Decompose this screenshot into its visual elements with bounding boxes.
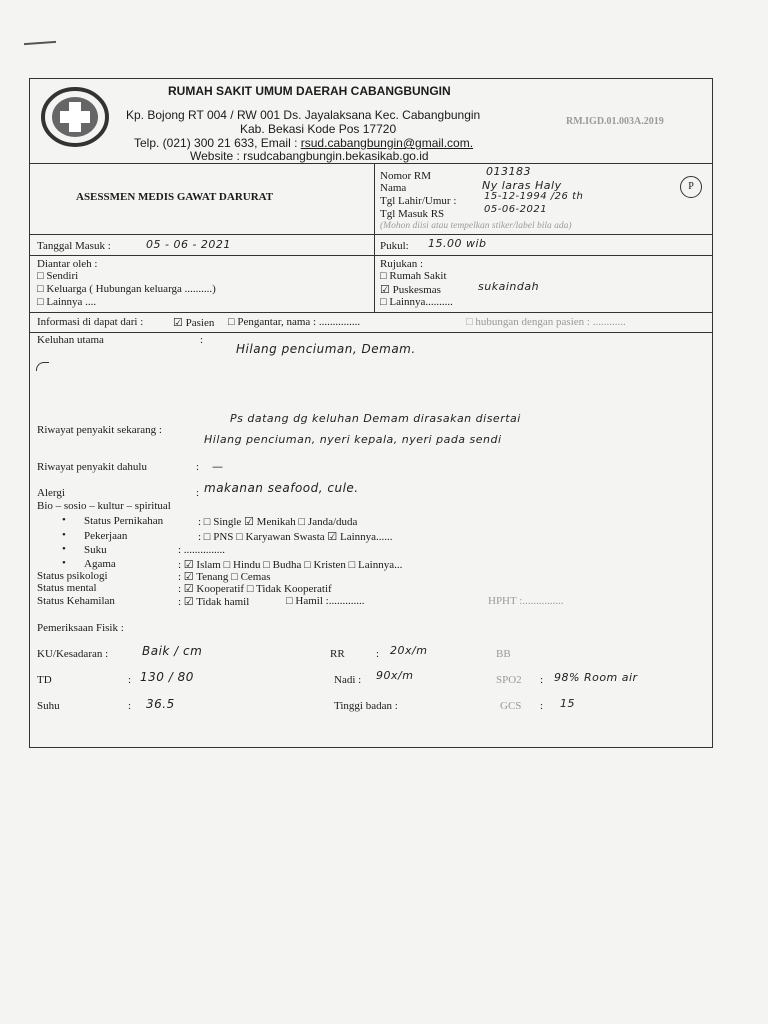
status-psikologi-label: Status psikologi xyxy=(37,570,108,582)
diantar-option[interactable]: □ Lainnya .... xyxy=(37,296,97,308)
bracket-mark xyxy=(36,362,49,371)
email-link[interactable]: rsud.cabangbungin@gmail.com. xyxy=(300,136,474,150)
nomor-rm-label: Nomor RM xyxy=(380,170,432,182)
form-title: ASESSMEN MEDIS GAWAT DARURAT xyxy=(76,191,274,203)
bb-label: BB xyxy=(496,648,511,660)
gcs-colon: : xyxy=(540,700,544,712)
riwayat-sekarang-line1: Ps datang dg keluhan Demam dirasakan disertai xyxy=(230,412,521,425)
td-label: TD xyxy=(37,674,52,686)
alergi-label: Alergi xyxy=(37,487,65,499)
informasi-pengantar[interactable]: □ Pengantar, nama : ............... xyxy=(228,316,361,328)
suku-value[interactable]: : ............... xyxy=(178,544,226,556)
pukul-label: Pukul: xyxy=(380,240,409,252)
puskesmas-value: sukaindah xyxy=(478,280,540,293)
riwayat-dahulu-colon: : xyxy=(196,461,200,473)
pekerjaan-options[interactable]: : □ PNS □ Karyawan Swasta ☑ Lainnya...... xyxy=(198,531,393,543)
rujukan-option[interactable]: □ Lainnya.......... xyxy=(380,296,453,308)
divider xyxy=(29,163,713,164)
nadi-label: Nadi : xyxy=(334,674,362,686)
alergi-value: makanan seafood, cule. xyxy=(204,481,359,495)
hospital-website: Website : rsudcabangbungin.bekasikab.go.id xyxy=(190,149,429,163)
nomor-rm-value: 013183 xyxy=(486,165,531,178)
divider xyxy=(374,163,375,313)
status-mental-options[interactable]: : ☑ Kooperatif □ Tidak Kooperatif xyxy=(178,583,332,595)
divider xyxy=(29,332,713,333)
tinggi-label: Tinggi badan : xyxy=(334,700,398,712)
ku-label: KU/Kesadaran : xyxy=(37,648,109,660)
informasi-hubungan[interactable]: □ hubungan dengan pasien : ............ xyxy=(466,316,626,328)
page-mark-circle xyxy=(680,176,702,198)
td-colon: : xyxy=(128,674,132,686)
rujukan-option[interactable]: ☑ Puskesmas xyxy=(380,284,441,296)
spo2-value: 98% Room air xyxy=(554,671,638,684)
suhu-colon: : xyxy=(128,700,132,712)
bullet: • xyxy=(62,557,66,569)
suhu-value: 36.5 xyxy=(146,697,175,711)
tgl-lahir-label: Tgl Lahir/Umur : xyxy=(380,195,457,207)
page-mark: P xyxy=(688,181,694,192)
hospital-name: RUMAH SAKIT UMUM DAERAH CABANGBUNGIN xyxy=(168,84,451,98)
nama-value: Ny laras Haly xyxy=(482,179,562,192)
rr-colon: : xyxy=(376,648,380,660)
status-kehamilan-label: Status Kehamilan xyxy=(37,595,115,607)
riwayat-dahulu-label: Riwayat penyakit dahulu xyxy=(37,461,147,473)
hospital-address-1: Kp. Bojong RT 004 / RW 001 Ds. Jayalaksana Kec. Cabangbungin xyxy=(126,108,481,122)
agama-options[interactable]: : ☑ Islam □ Hindu □ Budha □ Kristen □ Lainnya... xyxy=(178,559,403,571)
pemeriksaan-label: Pemeriksaan Fisik : xyxy=(37,622,124,634)
pukul-value: 15.00 wib xyxy=(428,237,487,250)
tgl-masuk-label: Tgl Masuk RS xyxy=(380,208,445,220)
gcs-value: 15 xyxy=(560,697,575,710)
riwayat-sekarang-label: Riwayat penyakit sekarang : xyxy=(37,424,162,436)
hamil-option[interactable]: □ Hamil :............. xyxy=(286,595,365,607)
keluhan-value: Hilang penciuman, Demam. xyxy=(236,342,416,356)
td-value: 130 / 80 xyxy=(140,670,194,684)
patient-note: (Mohon diisi atau tempelkan stiker/label bila ada) xyxy=(380,221,572,231)
ku-value: Baik / cm xyxy=(142,644,203,658)
keluhan-colon: : xyxy=(200,334,204,346)
form-code: RM.IGD.01.003A.2019 xyxy=(566,116,664,127)
riwayat-sekarang-line2: Hilang penciuman, nyeri kepala, nyeri pada sendi xyxy=(204,433,502,446)
diantar-option[interactable]: □ Keluarga ( Hubungan keluarga ..........) xyxy=(37,283,216,295)
divider xyxy=(29,312,713,313)
status-pernikahan-label: Status Pernikahan xyxy=(84,515,164,527)
hospital-logo-icon xyxy=(40,86,110,148)
gcs-label: GCS xyxy=(500,700,522,712)
informasi-label: Informasi di dapat dari : xyxy=(37,316,144,328)
status-pernikahan-options[interactable]: : □ Single ☑ Menikah □ Janda/duda xyxy=(198,516,358,528)
keluhan-label: Keluhan utama xyxy=(37,334,104,346)
divider xyxy=(29,255,713,256)
rujukan-label: Rujukan : xyxy=(380,258,424,270)
tgl-masuk-value: 05-06-2021 xyxy=(484,204,548,215)
bullet: • xyxy=(62,514,66,526)
pekerjaan-label: Pekerjaan xyxy=(84,530,128,542)
pen-mark xyxy=(24,41,56,45)
rr-label: RR xyxy=(330,648,345,660)
bullet: • xyxy=(62,529,66,541)
phone-text: Telp. (021) 300 21 633, Email : xyxy=(134,136,301,150)
agama-label: Agama xyxy=(84,558,116,570)
divider xyxy=(29,234,713,235)
riwayat-dahulu-value: — xyxy=(212,460,224,473)
diantar-label: Diantar oleh : xyxy=(37,258,98,270)
alergi-colon: : xyxy=(196,487,200,499)
nadi-value: 90x/m xyxy=(376,669,414,682)
tgl-lahir-value: 15-12-1994 /26 th xyxy=(484,191,584,202)
spo2-colon: : xyxy=(540,674,544,686)
nama-label: Nama xyxy=(380,182,407,194)
status-kehamilan-options[interactable]: : ☑ Tidak hamil xyxy=(178,596,250,608)
hospital-contact xyxy=(134,136,473,150)
tanggal-masuk-value: 05 - 06 - 2021 xyxy=(146,238,231,251)
suhu-label: Suhu xyxy=(37,700,60,712)
suku-label: Suku xyxy=(84,544,107,556)
status-mental-label: Status mental xyxy=(37,582,97,594)
rr-value: 20x/m xyxy=(390,644,428,657)
rujukan-option[interactable]: □ Rumah Sakit xyxy=(380,270,447,282)
bullet: • xyxy=(62,543,66,555)
spo2-label: SPO2 xyxy=(496,674,522,686)
informasi-pasien[interactable]: ☑ Pasien xyxy=(173,317,215,329)
bio-label: Bio – sosio – kultur – spiritual xyxy=(37,500,171,512)
hospital-address-2: Kab. Bekasi Kode Pos 17720 xyxy=(240,122,397,136)
hpht-label: HPHT :............... xyxy=(488,595,564,607)
tanggal-masuk-label: Tanggal Masuk : xyxy=(37,240,111,252)
status-psikologi-options[interactable]: : ☑ Tenang □ Cemas xyxy=(178,571,271,583)
diantar-option[interactable]: □ Sendiri xyxy=(37,270,79,282)
